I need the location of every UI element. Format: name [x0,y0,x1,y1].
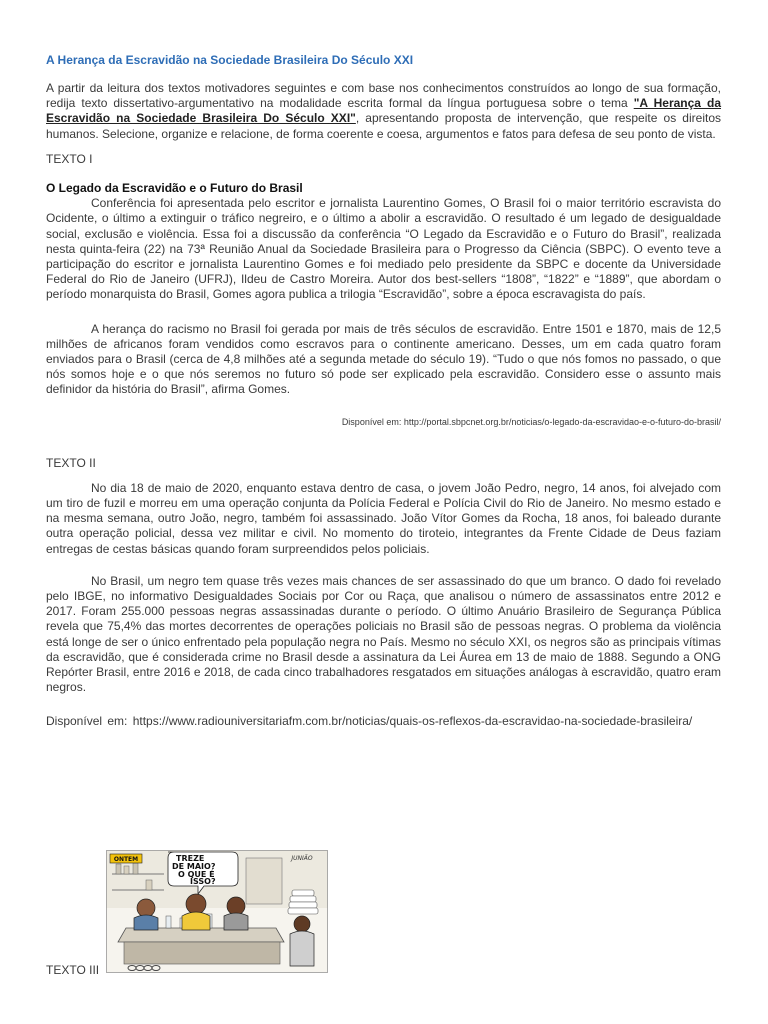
essay-theme: "A Herança da Escravidão na Sociedade Brasileira Do Século XXI" [46,96,721,126]
instructions-text-end: , apresentando proposta de intervenção, que respeite os direitos humanos. Selecione, organize e relacione, de forma coerente e coesa, argumentos e fatos para defesa de seu ponto de vista. [46,111,721,141]
texto-2-label: TEXTO II [46,455,96,470]
cartoon-signature: JUNIÃO [291,855,313,862]
speech-line-2: DE MAIO? [172,862,216,871]
texto-1-label: TEXTO I [46,151,93,166]
cartoon-image [106,850,328,973]
texto-1-paragraph-1: Conferência foi apresentada pelo escritor e jornalista Laurentino Gomes, O Brasil foi o maior território escravista do Ocidente, o último a extinguir o tráfico negreiro, e o último a abolir a escravidão. O resultado é um legado de desigualdade social, exclusão e violência. Essa foi a discussão da conferência “O Legado da Escravidão e o Futuro do Brasil”, realizada nesta quinta-feira (22) na 73ª Reunião Anual da Sociedade Brasileira para o Progresso da Ciência (SBPC). O evento teve a participação do escritor e jornalista Laurentino Gomes e foi mediado pelo presidente da SBPC e docente da Universidade Federal do Rio de Janeiro (UFRJ), Ildeu de Castro Moreira. Autor dos best-sellers “1808”, “1822” e “1889”, que abordam o período monarquista do Brasil, Gomes agora publica a trilogia “Escravidão”, sobre a época escravagista do país. [46,196,721,302]
speech-line-3: O QUE É [178,870,215,879]
page-title: A Herança da Escravidão na Sociedade Brasileira Do Século XXI [46,53,414,67]
texto-1-paragraph-2: A herança do racismo no Brasil foi gerada por mais de três séculos de escravidão. Entre 1501 e 1870, mais de 12,5 milhões de africanos foram vendidos como escravos para o continente americano. Desses, um em cada quatro foram enviados para o Brasil (cerca de 4,8 milhões até a segunda metade do século 19). “Tudo o que nós fomos no passado, o que nós somos hoje e o que nós seremos no futuro só pode ser explicado pela escravidão. Considero esse o assunto mais definidor da história do Brasil”, afirma Gomes. [46,321,721,397]
texto-3-label: TEXTO III [46,963,100,977]
texto-2-paragraph-2: No Brasil, um negro tem quase três vezes mais chances de ser assassinado do que um branco. O dado foi revelado pelo IBGE, no informativo Desigualdades Sociais por Cor ou Raça, que analisou o número de assassinatos entre 2012 e 2017. Foram 255.000 pessoas negras assassinadas durante o período. O último Anuário Brasileiro de Segurança Pública revela que 75,4% das mortes decorrentes de operações policiais no Brasil são de pessoas negras. O problema da violência está longe de ser o único enfrentado pela população negra no País. Mesmo no século XXI, os negros são as principais vítimas da escravidão, que é considerada crime no Brasil desde a assinatura da Lei Áurea em 13 de maio de 1888. Segundo a ONG Repórter Brasil, entre 2016 e 2018, de cada cinco trabalhadores resgatados em situações análogas à escravidão, quatro eram negros. [46,573,721,695]
texto-1-source: Disponível em: http://portal.sbpcnet.org.br/noticias/o-legado-da-escravidao-e-o-futuro-do-brasil/ [341,416,721,427]
instructions-paragraph [46,81,721,142]
instructions-text: A partir da leitura dos textos motivadores seguintes e com base nos conhecimentos construídos ao longo de sua formação, redija texto dissertativo-argumentativo na modalidade escrita formal da língua portuguesa sobre o tema [46,81,721,111]
speech-line-4: ISSO? [190,877,216,886]
texto-2-paragraph-1: No dia 18 de maio de 2020, enquanto estava dentro de casa, o jovem João Pedro, negro, 14 anos, foi alvejado com um tiro de fuzil e morreu em uma operação conjunta da Polícia Federal e Polícia Civil do Rio de Janeiro. No mesmo estado e na mesma semana, outro João, negro, também foi assassinado. João Vítor Gomes da Rocha, 18 anos, foi baleado durante outra operação policial, dessa vez militar e civil. No momento do tiroteio, integrantes da Frente Cidade de Deus faziam entregas de cestas básicas quando foram surpreendidos pelos policiais. [46,480,721,556]
texto-2-source: Disponível em: https://www.radiouniversitariafm.com.br/noticias/quais-os-reflexos-da-escravidao-na-sociedade-brasileira/ [46,713,693,728]
document-body [46,52,721,729]
texto-1-heading: O Legado da Escravidão e o Futuro do Brasil [46,181,303,196]
cartoon-tag: ONTEM [113,856,139,863]
speech-line-1: TREZE [176,854,205,863]
